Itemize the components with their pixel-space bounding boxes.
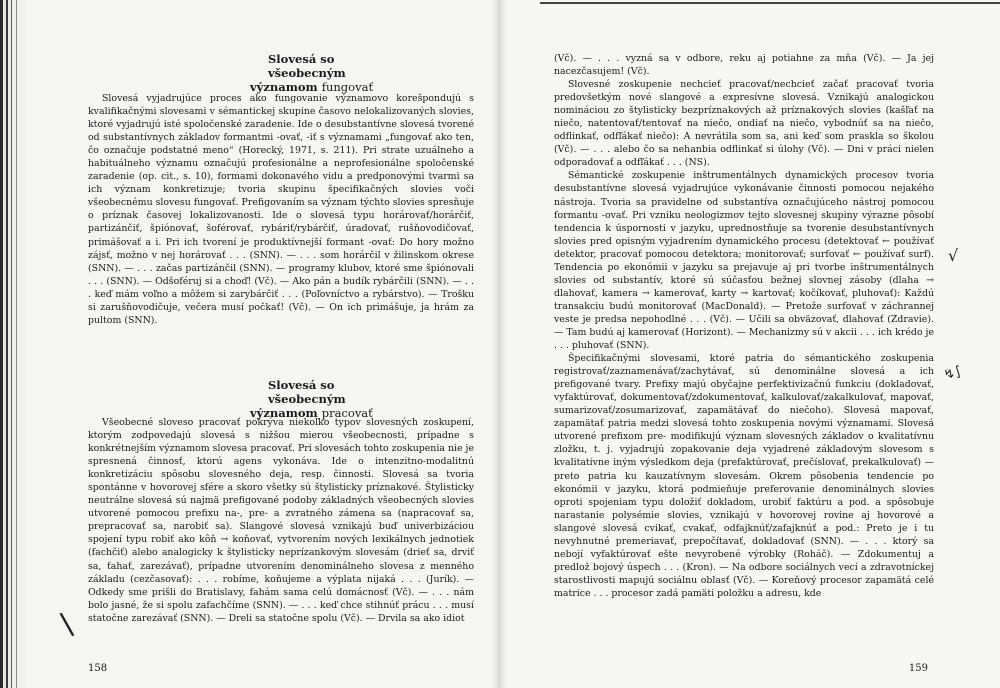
paragraph: (Vč). — . . . vyzná sa v odbore, reku aj potiahne za mňa (Vč). — Ja jej nacezčasujem! (Vč). bbox=[554, 53, 934, 78]
paragraph: Slovesá vyjadrujúce proces ako fungovanie významovo korešpondujú s kvalifikačnými slovesami v sémantickej skupine časovo nelokalizovaných slovies, ktoré vyjadrujú isté spoločenské zaradenie. Ide o desubstantívne slovesá tvorené od substantívnych základov formantmi -ovať, -iť s významami „fungovať ako ten, čo označuje podstatné meno“ (Horecký, 1971, s. 211). Pri strate uzuálneho a habituálneho významu označujú profesionálne a neprofesionálne spoločenské zaradenie (op. cit., s. 10), formami dokonavého vidu a predponovými tvarmi sa ich význam konkretizuje; tvoria skupinu špecifikačných slovies voči všeobecnému slovesu fungovať. Prefigovaním sa význam týchto slovies spresňuje o príznak časovej lokalizovanosti. Ide o slovesá typu horárovať/horárčiť, partizánčiť, špiónovať, šoférovať, rybáriť/rybárčiť, úradovať, rušňovodičovať, primášovať a i. Pri ich tvorení je produktívnejší formant -ovať: Do hory možno zájsť, možno v nej horárovať . . . (SNN). — . . . som horárčil v žilinskom okrese (SNN). — . . . začas partizánčil (SNN). — programy klubov, ktoré sme špiónovali . . . (SNN). — Odšoféruj si a choď! (Vč). — Ako pán a budík rybárčili (SNN). — . . . keď mám voľno a môžem si zarybárčiť . . . (Poľovníctvo a rybárstvo). — Trošku si zarušňovodičuje, večera musí počkať! (Vč). — On ich primášuje, ja hrám za pultom (SNN). bbox=[88, 93, 474, 326]
body-column bbox=[88, 416, 474, 625]
pencil-scribble-icon: ↯∫ bbox=[941, 363, 964, 384]
right-page bbox=[500, 0, 1000, 688]
paragraph: Špecifikačnými slovesami, ktoré patria do sémantického zoskupenia registrovať/zaznamenávať/zachytávať, sú denominálne slovesá a ich prefigované tvary. Prefixy majú obyčajne perfektivizačnú funkciu (dokladovať, vyfaktúrovať, dokumentovať/zdokumentovať, kalkulovať/zakalkulovať, mapovať, sumarizovať/zosumarizovať, zapamätávať do niečoho). Slovesá mapovať, zapamätať patria medzi slovesá tohto zoskupenia novými významami. Slovesá utvorené prefixom pre- modifikujú význam slovesných základov o kvalitatívnu zložku, t. j. vyjadrujú zopakovanie deja vyjadrené základovým slovesom s kvalitatívne iným výsledkom deja (prefaktúrovať, prečíslovať, prekalkulovať) — preto patria ku kauzatívnym slovesám. Okrem pôsobenia tendencie po ekonómii v jazyku, ktorá podmieňuje preferovanie denominálnych slovies oproti spojeniam typu doložiť dokladom, urobiť faktúru a pod. a spôsobuje narastanie polysémie slovies, vznikajú v hovorovej rovine aj hovorové a slangové slovesá cvikať, cvakať, odfajknúť/zafajknúť a pod.: Preto je i tu nevyhnutné premeriavať, prepočítavať, dokladovať (SNN). — . . . ktorý sa nebojí vyfaktúrovať ešte nevyrobené výrobky (Roháč). — Zdokumentuj a predlož bojový úspech . . . (Kron). — Na odbore sociálnych vecí a zdravotníckej starostlivosti mapujú sociálnu oblasť (Vč). — Koreňový procesor zapamätá celé matrice . . . procesor zadá pamäti položku a adresu, kde bbox=[554, 353, 934, 599]
heading-line: Slovesá so všeobecným bbox=[268, 378, 346, 406]
page-number: 158 bbox=[88, 663, 108, 674]
heading-bold: významom bbox=[250, 406, 318, 420]
book-gutter bbox=[492, 0, 508, 688]
pencil-mark: \ bbox=[58, 606, 76, 643]
heading-bold: významom bbox=[250, 80, 318, 94]
checkmark-icon: √ bbox=[948, 246, 959, 265]
paragraph: Všeobecné sloveso pracovať pokrýva niekoľko typov slovesných zoskupení, ktorým zodpovedajú slovesá s nižšou mierou všeobecnosti, prípadne s konkrétnejším významom slovesa pracovať. Pri slovesách tohto zoskupenia nie je spresnená činnosť, ktorú agens vykonáva. Ide o intenzitno-modalitnú konkretizáciu spôsobu slovesného deja, resp. činnosti. Slovesá sa tvoria spontánne v hovorovej sfére a skoro všetky sú štylisticky príznakové. Štylisticky neutrálne slovesá sú najmä prefigované podoby základných všeobecných slovies utvorené pomocou prefixu na-, pre- a zvratného zámena sa (napracovať sa, prepracovať sa, narobiť sa). Slangové slovesá vznikajú buď univerbizáciou spojení typu robiť ako kôň → koňovať, vytvorením nových lexikálnych jednotiek (fachčiť) alebo analogicky k štylisticky neprízankovým slovesám (drieť sa, drviť sa, ťahať, zarezávať), prípadne utvorením denominálneho slovesa z menného základu (cezčasovať): . . . robíme, koňujeme a výplata nijaká . . . (Jurík). — Odkedy sme prišli do Bratislavy, fahám sama celú domácnosť (Vč). — . . . nám bolo jasné, že si spolu zafachčíme (SNN). — . . . keď chce stihnúť prácu . . . musí statočne zarezávať (SNN). — Dreli sa statočne spolu (Vč). — Drvila sa ako idiot bbox=[88, 417, 474, 624]
heading-plain: pracovať bbox=[321, 406, 373, 420]
page-number: 159 bbox=[908, 663, 928, 674]
body-column bbox=[554, 52, 934, 600]
page-edges bbox=[0, 0, 26, 688]
heading-line: Slovesá so všeobecným bbox=[268, 52, 346, 80]
section-heading-fungovat bbox=[250, 52, 410, 94]
heading-plain: fungovať bbox=[321, 80, 374, 94]
section-heading-pracovat bbox=[250, 378, 410, 420]
top-rule bbox=[540, 2, 1000, 4]
body-column bbox=[88, 92, 474, 327]
paragraph: Sémantické zoskupenie inštrumentálnych dynamických procesov tvoria desubstantívne slovesá vyjadrujúce vykonávanie činnosti pomocou nejakého nástroja. Tvoria sa pravidelne od substantíva označujúceho nástroj pomocou formantu -ovať. Pri vzniku neologizmov tejto slovesnej skupiny výrazne pôsobí tendencia k úspornosti v jazyku, uprednostňuje sa tvorenie desubstantívnych slovies pred opisným vyjadrením dynamického procesu (detektovať ← používať detektor, pracovať pomocou detektora; monitorovať; surfovať ← používať surf). Tendencia po ekonómii v jazyku sa prejavuje aj pri tvorbe inštrumentálnych slovies od substantív, ktoré sú súčasťou bežnej slovnej zásoby (dlaha → dlahovať, kamera → kamerovať, karty → kartovať; kočíkovať, pluhovať): Každú transakciu budú monitorovať (MacDonald). — Pretože surfovať v záchrannej veste je predsa nepohodlné . . . (Vč). — Učili sa obväzovať, dlahovať (Zdravie). — Tam budú aj kamerovať (Horizont). — Mechanizmy sú v akcii . . . ich krédo je . . . pluhovať (SNN). bbox=[554, 170, 934, 352]
paragraph: Slovesné zoskupenie nechcieť pracovať/nechcieť začať pracovať tvoria predovšetkým nové slangové a expresívne slovesá. Vznikajú analogickou nomináciou zo štylisticky bezpríznakových až príznakových slovies (kašľať na niečo, natentovať/tentovať na niečo, ondiať na niečo, vybodnúť sa na niečo, odflinkať, odfľákať niečo): A nevrátila som sa, ani keď som praskla so školou (Vč). — . . . alebo čo sa nehanbia odflinkať si úlohy (Vč). — Dni v práci nielen odporadovať a odfľákať . . . (NS). bbox=[554, 79, 934, 169]
